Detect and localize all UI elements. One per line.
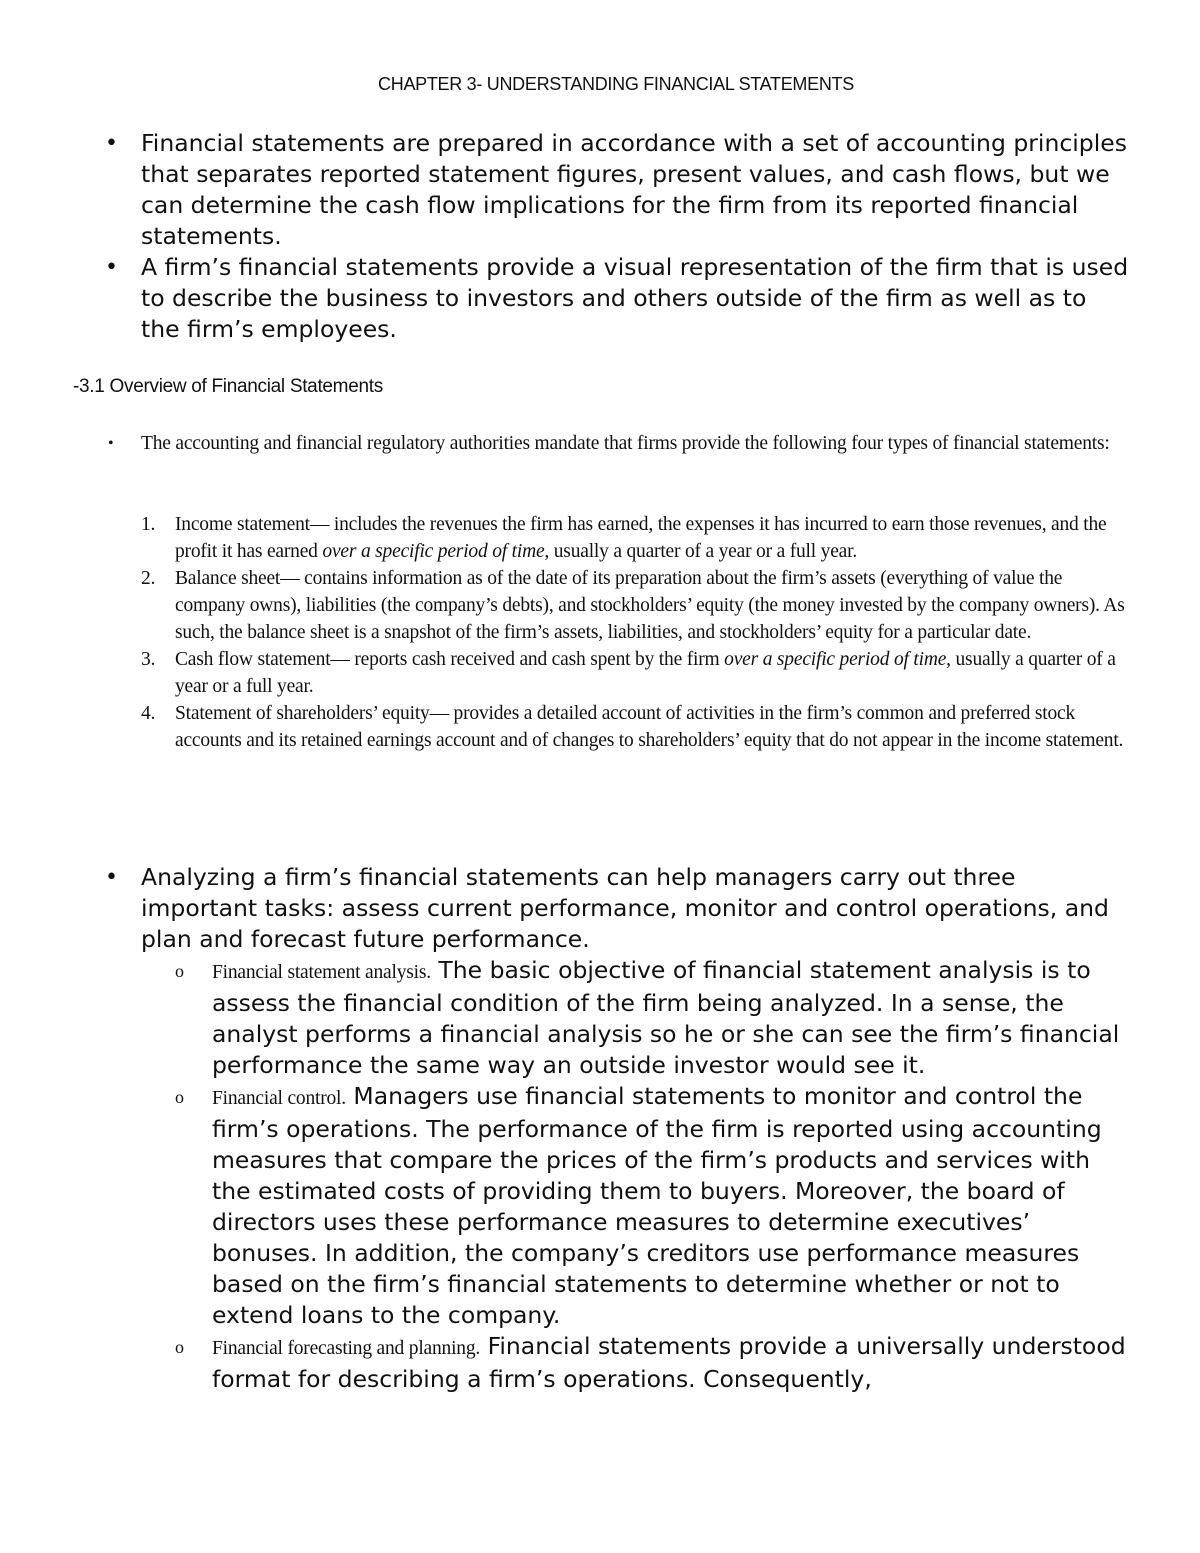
- bullet-icon: •: [105, 865, 118, 890]
- list-item: [0, 862, 1131, 955]
- item-text: Statement of shareholders’ equity— provides a detailed account of activities in the firm’s common and preferred stock accounts and its retained earnings account and of changes to shareholders’ equity that do not appear in the income statement.: [175, 703, 1124, 751]
- item-text-end: , usually a quarter of a year or a full year.: [544, 541, 858, 562]
- item-number: 4.: [141, 703, 156, 724]
- list-item: [0, 565, 1135, 646]
- section-heading: -3.1 Overview of Financial Statements: [73, 376, 383, 397]
- page-title: CHAPTER 3- UNDERSTANDING FINANCIAL STATEMENTS: [378, 74, 854, 94]
- intro-bullet-text: Financial statements are prepared in accordance with a set of accounting principles that separates reported statement figures, present values, and cash flows, but we can determine the cash flow implications for the firm from its reported financial statements.: [141, 129, 1127, 250]
- subtask-lead: Financial control.: [212, 1088, 346, 1109]
- intro-bullet-text: A firm’s financial statements provide a visual representation of the firm that is used to describe the business to investors and others outside of the firm as well as to the firm’s employees.: [141, 253, 1129, 343]
- analysis-bullet-list: [0, 862, 1131, 955]
- list-item: [0, 646, 1135, 700]
- section-bullet-list: [0, 430, 1131, 457]
- item-number: 2.: [141, 568, 156, 589]
- item-text: Balance sheet— contains information as of the date of its preparation about the firm’s assets (everything of value the company owns), liabilities (the company’s debts), and stockholders’ equity (the money invested by the company owners). As such, the balance sheet is a snapshot of the firm’s assets, liabilities, and stockholders’ equity for a particular date.: [175, 568, 1125, 643]
- subtask-text: Managers use financial statements to monitor and control the firm’s operations. The performance of the firm is reported using accounting measures that compare the prices of the firm’s products and services with the estimated costs of providing them to buyers. Moreover, the board of directors uses these performance measures to determine executives’ bonuses. In addition, the company’s creditors use performance measures based on the firm’s financial statements to determine whether or not to extend loans to the company.: [212, 1082, 1102, 1329]
- subtask-text: Financial statements provide a universally understood format for describing a firm’s operations. Consequently,: [212, 1332, 1126, 1393]
- bullet-icon: •: [108, 435, 114, 452]
- item-emphasis: over a specific period of time: [724, 649, 947, 670]
- analysis-subtask-list: [0, 955, 1132, 1395]
- list-item: [0, 511, 1135, 565]
- item-text: Income statement— includes the revenues the firm has earned, the expenses it has incurred to earn those revenues, and the profit it has earned: [175, 514, 1107, 562]
- analysis-bullet-text: Analyzing a firm’s financial statements can help managers carry out three important tasks: assess current performance, monitor and control operations, and plan and forecast future performance.: [141, 863, 1109, 953]
- item-emphasis: over a specific period of time: [322, 541, 545, 562]
- subtask-lead: Financial forecasting and planning.: [212, 1338, 481, 1359]
- list-item: [0, 955, 1132, 1081]
- subtask-text: The basic objective of financial statement analysis is to assess the financial condition of the firm being analyzed. In a sense, the analyst performs a financial analysis so he or she can see the firm’s financial performance the same way an outside investor would see it.: [212, 956, 1120, 1079]
- list-item: [0, 252, 1131, 345]
- item-number: 3.: [141, 649, 156, 670]
- subtask-lead: Financial statement analysis.: [212, 962, 431, 983]
- bullet-icon: •: [105, 255, 118, 280]
- list-item: [0, 1081, 1132, 1331]
- list-item: [0, 700, 1135, 754]
- list-item: [0, 430, 1131, 457]
- item-number: 1.: [141, 514, 156, 535]
- circle-bullet-icon: o: [175, 1087, 184, 1107]
- statement-types-list: [0, 511, 1135, 754]
- circle-bullet-icon: o: [175, 961, 184, 981]
- item-text-end: , usually a quarter of a year or a full year.: [175, 649, 1116, 697]
- circle-bullet-icon: o: [175, 1337, 184, 1357]
- intro-bullet-list: [0, 128, 1131, 345]
- bullet-icon: •: [105, 131, 118, 156]
- section-bullet-text: The accounting and financial regulatory authorities mandate that firms provide the following four types of financial statements:: [141, 433, 1110, 454]
- list-item: [0, 1331, 1132, 1395]
- list-item: [0, 128, 1131, 252]
- item-text: Cash flow statement— reports cash received and cash spent by the firm: [175, 649, 725, 670]
